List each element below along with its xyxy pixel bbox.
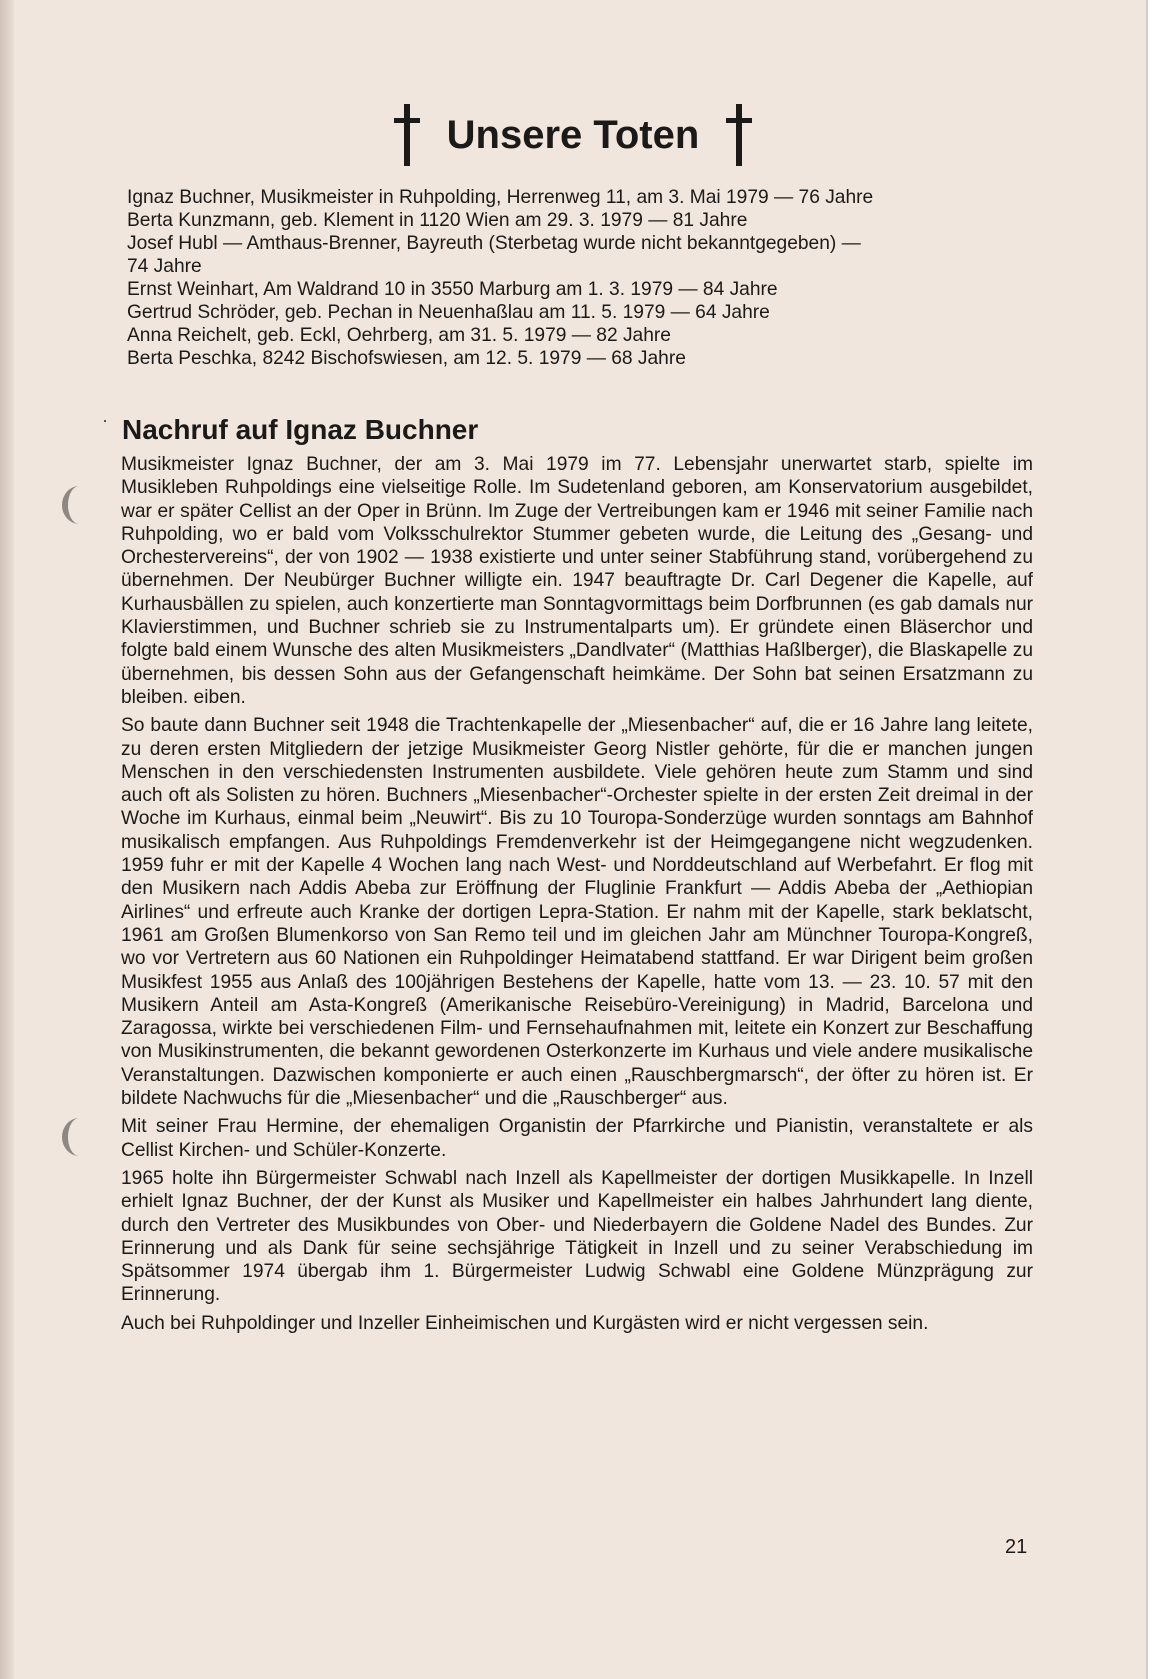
print-speck [104,420,106,422]
punch-hole-top [62,486,96,524]
article-paragraph: Mit seiner Frau Hermine, der ehemaligen Organistin der Pfarrkirche und Pianistin, veranstaltete er als Cellist Kirchen- und Schüler-Konzerte. [121,1116,1033,1161]
obituary-entry: Berta Peschka, 8242 Bischofswiesen, am 12. 5. 1979 — 68 Jahre [127,348,686,369]
article-paragraph: Auch bei Ruhpoldinger und Inzeller Einheimischen und Kurgästen wird er nicht vergessen sein. [121,1312,929,1334]
article-body [121,453,1033,1340]
obituary-entry-continuation: 74 Jahre [127,256,202,277]
obituary-entry: Gertrud Schröder, geb. Pechan in Neuenhaßlau am 11. 5. 1979 — 64 Jahre [127,302,770,323]
cross-icon-right [726,104,752,166]
punch-hole-bottom [62,1118,96,1156]
page-binding-shadow [0,0,14,1679]
article-paragraph: So baute dann Buchner seit 1948 die Trachtenkapelle der „Miesenbacher“ auf, die er 16 Jahre lang leitete, zu deren ersten Mitgliedern der jetzige Musikmeister Georg Nistler gehörte, für die er manchen jungen Menschen in den verschiedensten Instrumenten ausbildete. Viele gehören heute zum Stamm und sind auch oft als Solisten zu hören. Buchners „Miesenbacher“-Orchester spielte in der ersten Zeit dreimal in der Woche im Kurhaus, einmal beim „Neuwirt“. Bis zu 10 Touropa-Sonderzüge wurden sonntags am Bahnhof musikalisch empfangen. Aus Ruhpoldings Fremdenverkehr ist der Heimgegangene nicht wegzudenken. 1959 fuhr er mit der Kapelle 4 Wochen lang nach West- und Norddeutschland auf Werbefahrt. Er flog mit den Musikern nach Addis Abeba zur Eröffnung der Fluglinie Frankfurt — Addis Abeba der „Aethiopian Airlines“ und erfreute auch Kranke der dortigen Lepra-Station. Er nahm mit der Kapelle, stark beklatscht, 1961 am Großen Blumenkorso von San Remo teil und im gleichen Jahr am Münchner Touropa-Kongreß, wo vor Vertretern aus 60 Nationen ein Ruhpoldinger Heimatabend stattfand. Er war Dirigent beim großen Musikfest 1955 aus Anlaß des 100jährigen Bestehens der Kapelle, hatte vom 13. — 23. 10. 57 mit den Musikern Anteil am Asta-Kongreß (Amerikanische Reisebüro-Vereinigung) in Madrid, Barcelona und Zaragossa, wirkte bei verschiedenen Film- und Fernsehaufnahmen mit, leitete ein Konzert zur Beschaffung von Musikinstrumenten, die bekannt gewordenen Osterkonzerte im Kurhaus und viele andere musikalische Veranstaltungen. Dazwischen komponierte er auch einen „Rauschbergmarsch“, der öfter zu hören ist. Er bildete Nachwuchs für die „Miesenbacher“ und die „Rauschberger“ aus. [121,715,1033,1110]
obituary-entry: Josef Hubl — Amthaus-Brenner, Bayreuth (Sterbetag wurde nicht bekanntgegeben) — [127,233,861,254]
obituary-list [127,186,1047,370]
cross-icon-left [394,104,420,166]
obituary-entry: Berta Kunzmann, geb. Klement in 1120 Wien am 29. 3. 1979 — 81 Jahre [127,210,748,231]
article-title: Nachruf auf Ignaz Buchner [122,414,479,445]
article-paragraph: 1965 holte ihn Bürgermeister Schwabl nach Inzell als Kapellmeister der dortigen Musikkapelle. In Inzell erhielt Ignaz Buchner, der der Kunst als Musiker und Kapellmeister ein halbes Jahrhundert lang diente, durch den Vertreter des Musikbundes von Ober- und Niederbayern die Goldene Nadel des Bundes. Zur Erinnerung und als Dank für seine sechsjährige Tätigkeit in Inzell und zu seiner Verabschiedung im Spätsommer 1974 übergab ihm 1. Bürgermeister Ludwig Schwabl eine Goldene Münzprägung zur Erinnerung. [121,1167,1033,1306]
obituary-entry: Ernst Weinhart, Am Waldrand 10 in 3550 Marburg am 1. 3. 1979 — 84 Jahre [127,279,778,300]
obituary-entry: Ignaz Buchner, Musikmeister in Ruhpolding, Herrenweg 11, am 3. Mai 1979 — 76 Jahre [127,187,874,208]
page-number: 21 [1005,1536,1028,1558]
obituary-entry: Anna Reichelt, geb. Eckl, Oehrberg, am 31. 5. 1979 — 82 Jahre [127,325,671,346]
article-paragraph: Musikmeister Ignaz Buchner, der am 3. Mai 1979 im 77. Lebensjahr unerwartet starb, spielte im Musikleben Ruhpoldings eine vielseitige Rolle. Im Sudetenland geboren, am Konservatorium ausgebildet, war er später Cellist an der Oper in Brünn. Im Zuge der Vertreibungen kam er 1946 mit seiner Familie nach Ruhpolding, wo er bald vom Volksschulrektor Stummer gebeten wurde, die Leitung des „Gesang- und Orchestervereins“, der von 1902 — 1938 existierte und unter seiner Stabführung stand, vorübergehend zu übernehmen. Der Neubürger Buchner willigte ein. 1947 beauftragte Dr. Carl Degener die Kapelle, auf Kurhausbällen zu spielen, auch konzertierte man Sonntagvormittags beim Dorfbrunnen (es gab damals nur Klavierstimmen, und Buchner schrieb sie zu Instrumentalparts um). Er gründete einen Bläserchor und folgte bald einem Wunsche des alten Musikmeisters „Dandlvater“ (Matthias Haßlberger), die Blaskapelle zu übernehmen, bis dessen Sohn aus der Gefangenschaft heimkäme. Der Sohn bat seinen Ersatzmann zu bleiben. eiben. [121,454,1033,708]
page-header [0,104,1146,166]
page-title: Unsere Toten [446,112,700,157]
